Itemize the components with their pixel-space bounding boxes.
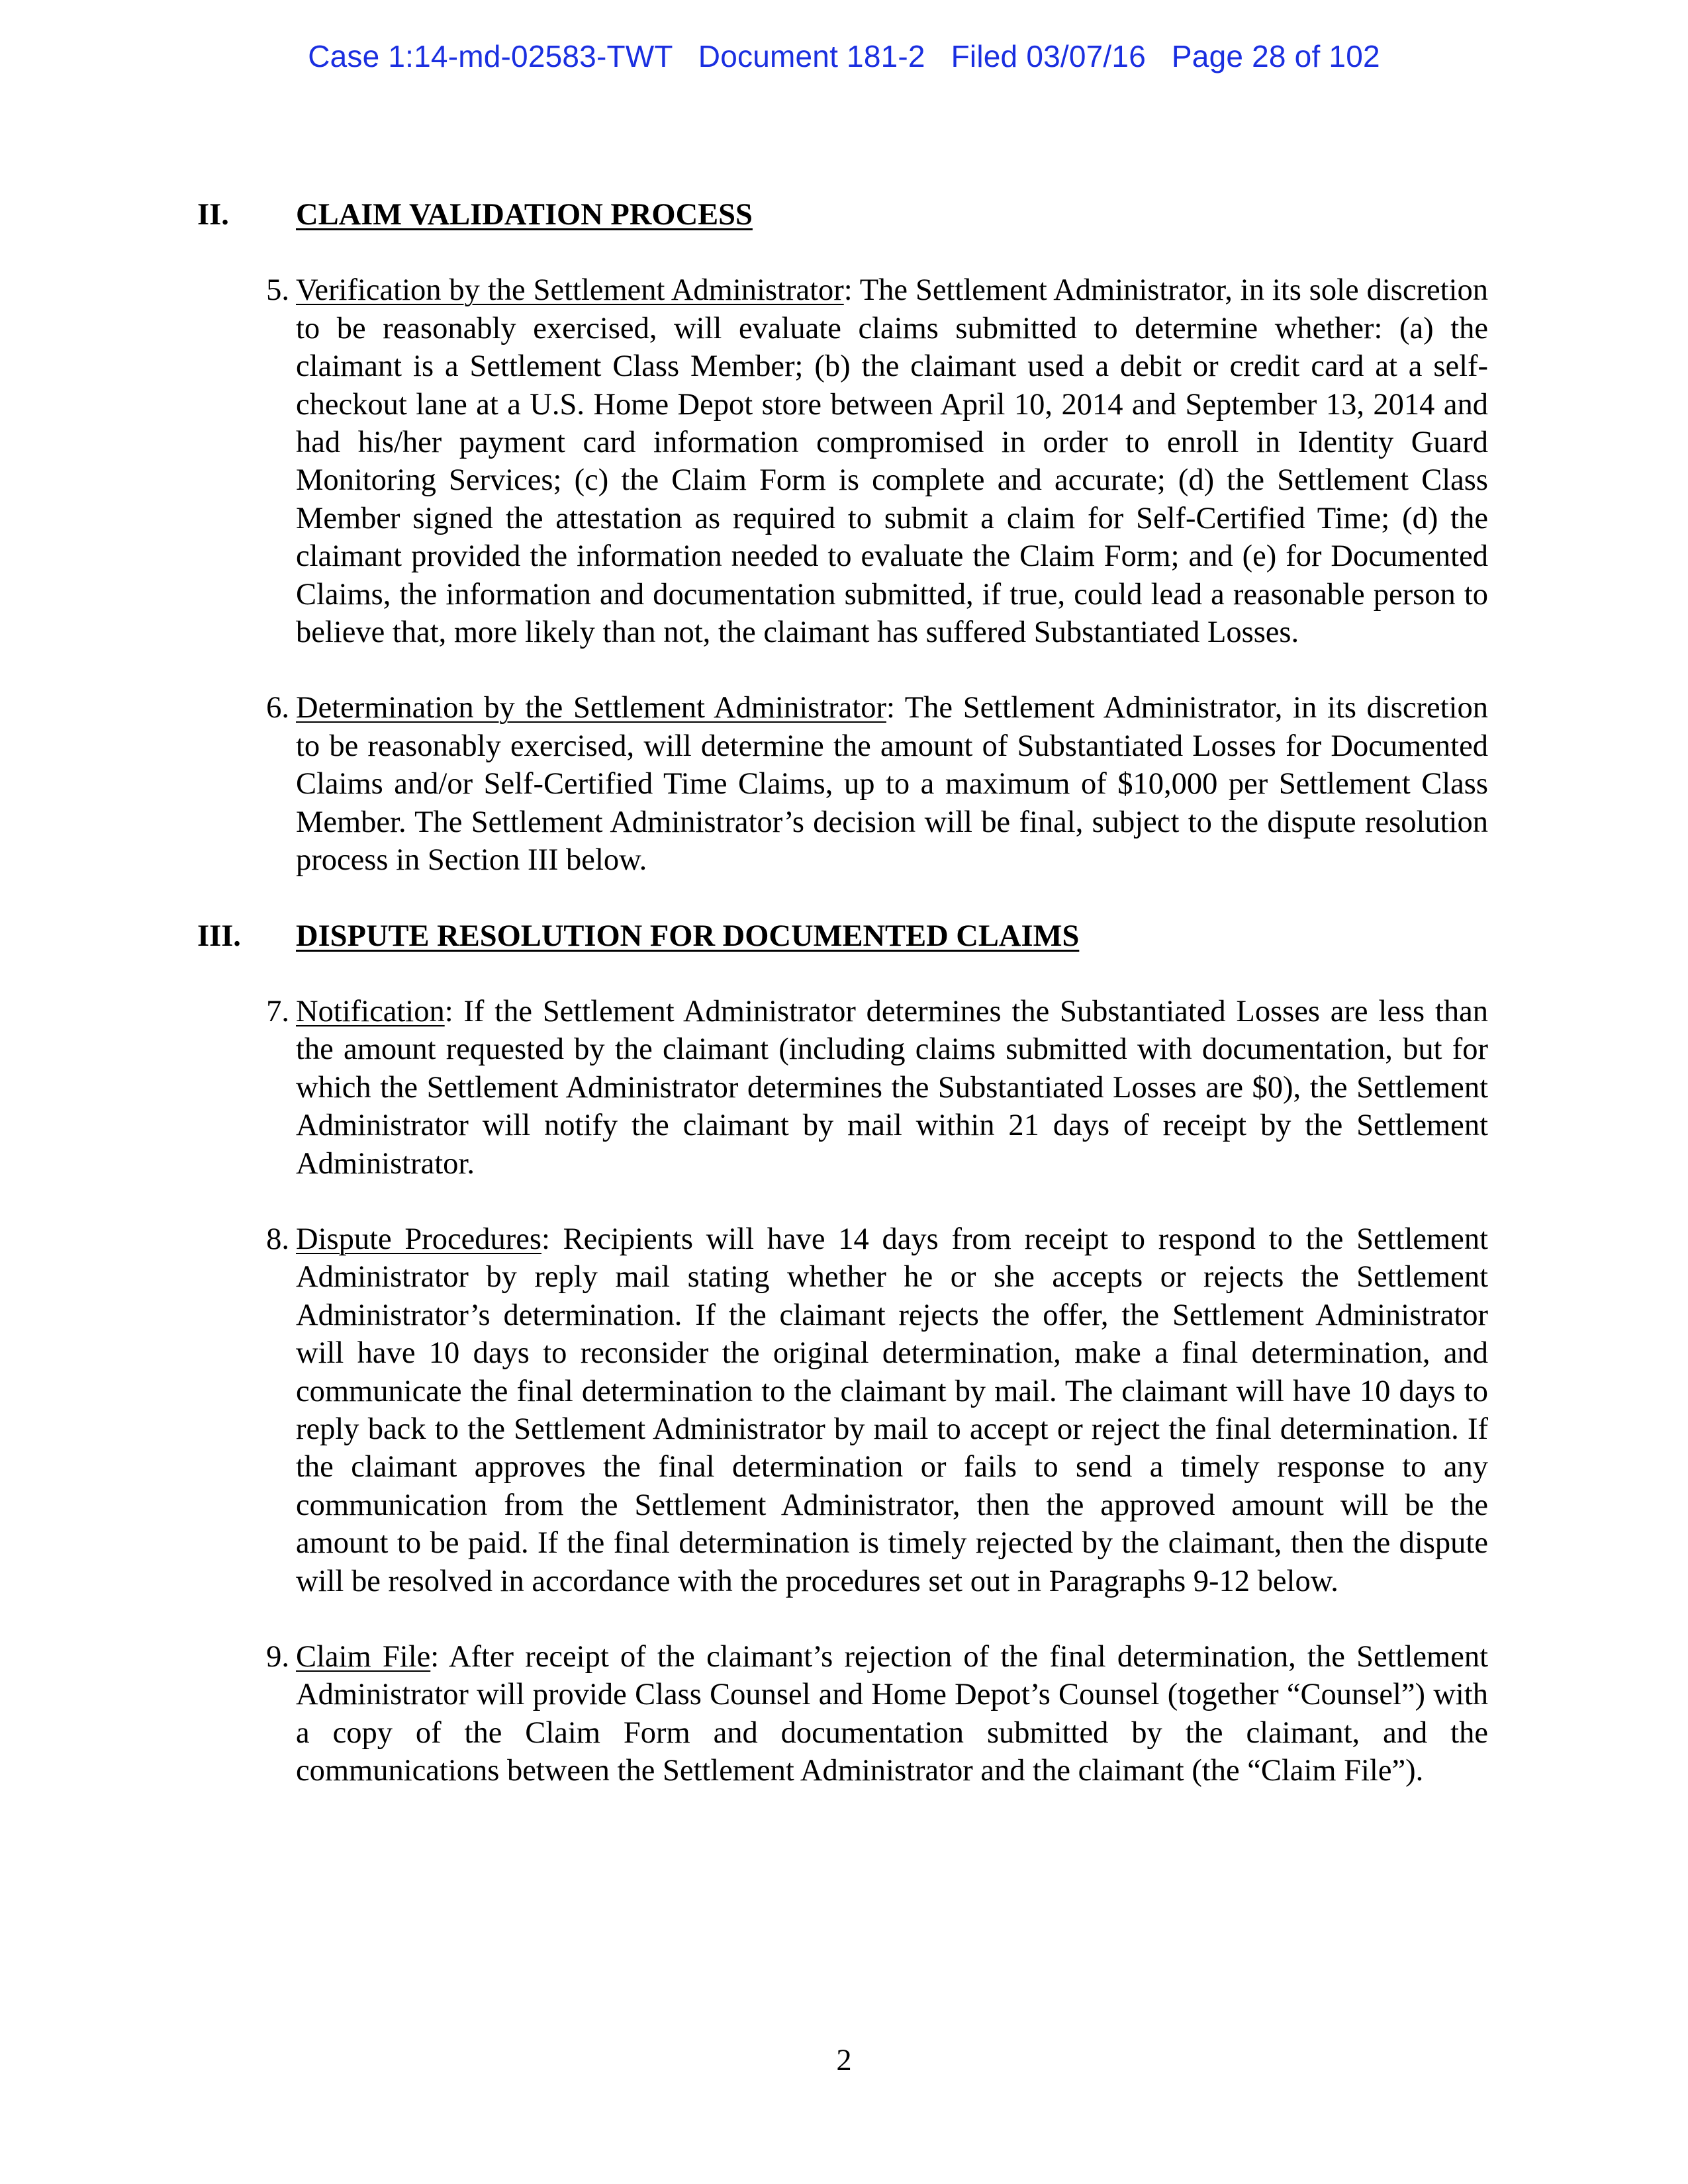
- paragraph-body: : The Settlement Administrator, in its discretion to be reasonably exercised, will determine the amount of Substantiated Losses for Documented Claims and/or Self-Certified Time Claims, up to a maximum of $10,000 per Settlement Class Member. The Settlement Administrator’s decision will be final, subject to the dispute resolution process in Section III below.: [296, 691, 1489, 878]
- paragraph-text: [296, 689, 1488, 879]
- paragraph-number: 8.: [266, 1222, 289, 1256]
- section-title: DISPUTE RESOLUTION FOR DOCUMENTED CLAIMS: [296, 919, 1080, 953]
- paragraph-label: Verification by the Settlement Administrator: [296, 273, 844, 308]
- case-header-stamp: Case 1:14-md-02583-TWT Document 181-2 Filed 03/07/16 Page 28 of 102: [308, 39, 1380, 73]
- section-title: CLAIM VALIDATION PROCESS: [296, 198, 753, 232]
- page-number: 2: [836, 2044, 852, 2077]
- paragraph-text: [296, 271, 1488, 651]
- paragraph-5: [197, 271, 1488, 651]
- paragraph-body: : If the Settlement Administrator determines the Substantiated Losses are less than the amount requested by the claimant (including claims submitted with documentation, but for which the Settlement Administrator determines the Substantiated Losses are $0), the Settlement Administrator will notify the claimant by mail within 21 days of receipt by the Settlement Administrator.: [296, 994, 1488, 1181]
- paragraph-number: 7.: [266, 994, 289, 1028]
- paragraph-label: Dispute Procedures: [296, 1222, 541, 1256]
- paragraph-8: [197, 1220, 1488, 1600]
- paragraph-body: : After receipt of the claimant’s rejection of the final determination, the Settlement Administrator will provide Class Counsel and Home Depot’s Counsel (together “Counsel”) with a copy of the Claim Form and documentation submitted by the claimant, and the communications between the Settlement Administrator and the claimant (the “Claim File”).: [296, 1640, 1488, 1788]
- paragraph-label: Notification: [296, 994, 445, 1028]
- section-heading-ii: [197, 196, 1488, 234]
- paragraph-body: : The Settlement Administrator, in its sole discretion to be reasonably exercised, will evaluate claims submitted to determine whether: (a) the claimant is a Settlement Class Member; (b) the claimant used a debit or credit card at a self-checkout lane at a U.S. Home Depot store between April 10, 2014 and September 13, 2014 and had his/her payment card information compromised in order to enroll in Identity Guard Monitoring Services; (c) the Claim Form is complete and accurate; (d) the Settlement Class Member signed the attestation as required to submit a claim for Self-Certified Time; (d) the claimant provided the information needed to evaluate the Claim Form; and (e) for Documented Claims, the information and documentation submitted, if true, could lead a reasonable person to believe that, more likely than not, the claimant has suffered Substantiated Losses.: [296, 273, 1488, 650]
- paragraph-6: [197, 689, 1488, 879]
- paragraph-label: Determination by the Settlement Administrator: [296, 691, 886, 725]
- paragraph-number: 5.: [266, 273, 289, 308]
- paragraph-text: [296, 1638, 1488, 1790]
- paragraph-label: Claim File: [296, 1640, 431, 1674]
- section-number: II.: [197, 198, 229, 232]
- paragraph-7: [197, 993, 1488, 1183]
- paragraph-9: [197, 1638, 1488, 1790]
- paragraph-text: [296, 993, 1488, 1183]
- paragraph-body: : Recipients will have 14 days from receipt to respond to the Settlement Administrator by reply mail stating whether he or she accepts or rejects the Settlement Administrator’s determination. If the claimant rejects the offer, the Settlement Administrator will have 10 days to reconsider the original determination, make a final determination, and communicate the final determination to the claimant by mail. The claimant will have 10 days to reply back to the Settlement Administrator by mail to accept or reject the final determination. If the claimant approves the final determination or fails to send a timely response to any communication from the Settlement Administrator, then the approved amount will be the amount to be paid. If the final determination is timely rejected by the claimant, then the dispute will be resolved in accordance with the procedures set out in Paragraphs 9-12 below.: [296, 1222, 1488, 1598]
- paragraph-number: 9.: [266, 1640, 289, 1674]
- paragraph-text: [296, 1220, 1488, 1600]
- paragraph-number: 6.: [266, 691, 289, 725]
- section-heading-iii: [197, 917, 1488, 955]
- section-number: III.: [197, 919, 241, 953]
- document-body: [197, 196, 1488, 1790]
